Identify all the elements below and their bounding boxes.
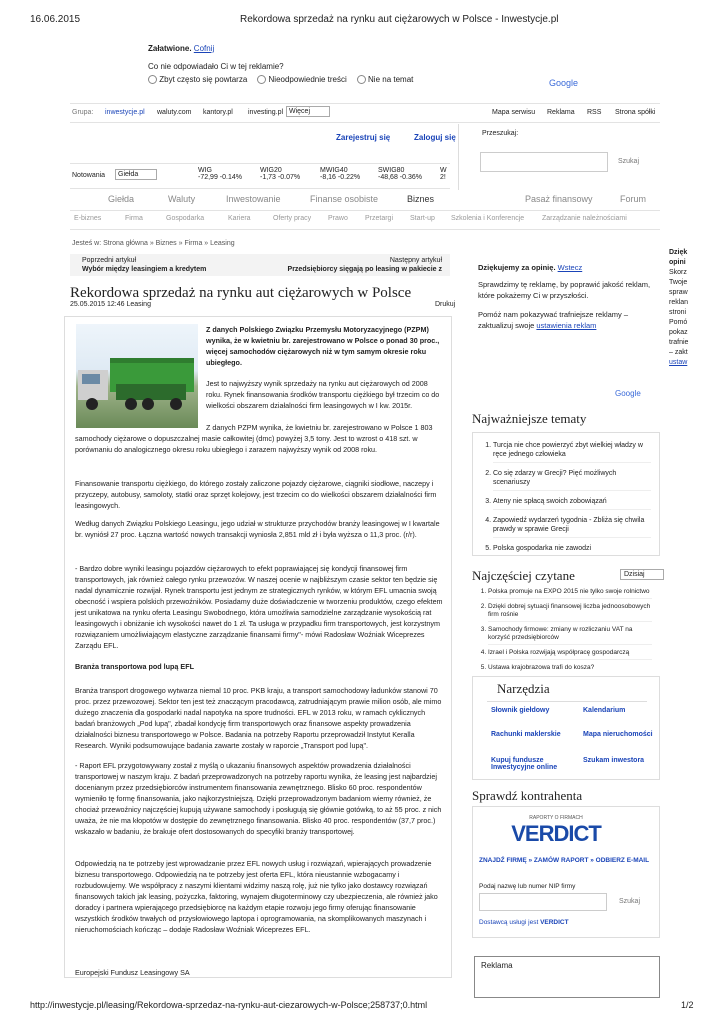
group-site-link[interactable]: kantory.pl [203,109,233,116]
ad-feedback-text: Pomóż nam pokazywać trafniejsze reklamy – zaktualizuj swoje ustawienia reklam [478,310,629,330]
sitemap-link[interactable]: Mapa serwisu [492,109,536,116]
nav-item[interactable]: Giełda [108,194,135,204]
print-title: Rekordowa sprzedaż na rynku aut ciężarowych w Polsce - Inwestycje.pl [240,14,559,25]
subnav-item[interactable]: Firma [125,215,143,222]
nav-item[interactable]: Waluty [168,194,196,204]
subnav-item[interactable]: Start-up [410,215,435,222]
print-date: 16.06.2015 [30,14,81,25]
feedback-undo-link[interactable]: Cofnij [193,44,215,53]
tool-link[interactable]: Rachunki maklerskie [491,731,561,738]
subnav-item[interactable]: Oferty pracy [273,215,312,222]
ad-feedback-text: Sprawdzimy tę reklamę, by poprawić jakość reklam, które pokażemy Ci w przyszłości. [478,280,651,300]
divider [487,701,647,702]
ad-settings-link[interactable]: ustawienia reklam [536,321,597,330]
tool-link[interactable]: Kupuj fundusze Inwestycyjne online [491,757,558,771]
tool-link[interactable]: Szukam inwestora [583,757,645,764]
ad-box-label: Reklama [481,961,513,970]
subnav-item[interactable]: Szkolenia i Konferencje [451,215,525,222]
quotes-select[interactable]: Giełda [115,169,157,180]
sub-nav [70,210,660,230]
article-paragraph: - Raport EFL przygotowywany został z myślą o ukazaniu finansowych aspektów prowadzenia działalności transportowej w naszym kraju. Z badań przeprowadzonych na potrzeby raportu wynika, że leasing jest najbardziej docenianym przez przedsiębiorców instrumentem finansowania zewnętrznego. Blisko 60 proc. respondentów wymieniło tę formę finansowania, jako najkorzystniejszą. Dzięki przeprowadzonym badaniom wiemy również, że chociaż przewoźnicy najczęściej kupują używane samochody i posługują się głównie gotówką, to aż 55 proc. z nich uważa, że nie ma kłopotów w dostępie do zewnętrznego finansowania. Blisko 40 proc. respondentów (37,7 proc.) wskazało w badaniu, że brakuje ofert dostosowanych do specyfiki branży transportowej. [75,761,442,836]
next-article-link[interactable]: Przedsiębiorcy sięgają po leasing w pakiecie z [287,266,442,273]
verdict-input[interactable] [479,893,607,911]
verdict-title: Sprawdź kontrahenta [472,788,583,803]
subnav-item[interactable]: E-biznes [74,215,102,222]
subnav-item[interactable]: Przetargi [365,215,394,222]
group-site-link[interactable]: waluty.com [157,109,192,116]
feedback-question: Co nie odpowiadało Ci w tej reklamie? [148,62,284,71]
search-input[interactable] [480,152,608,172]
group-site-link[interactable]: inwestycje.pl [105,109,145,116]
list-item[interactable]: 2. Dzięki dobrej sytuacji finansowej liczba jednoosobowych firm rośnie [488,603,652,622]
tools-title: Narzędzia [497,681,550,696]
nav-item[interactable]: Inwestowanie [226,194,281,204]
radio-icon[interactable] [357,75,366,84]
feedback-title: Załatwione. [148,44,192,53]
list-item[interactable]: 4. Izrael i Polska rozwijają współpracę gospodarczą [488,649,652,660]
advert-link[interactable]: Reklama [547,109,575,116]
verdict-links[interactable]: ZNAJDŹ FIRMĘ » ZAMÓW RAPORT » ODBIERZ E-MAIL [479,857,650,864]
article-source: Europejski Fundusz Leasingowy SA [75,968,190,977]
feedback-option[interactable]: Zbyt często się powtarza [148,75,247,84]
print-link[interactable]: Drukuj [435,301,456,308]
verdict-input-label: Podaj nazwę lub numer NIP firmy [479,883,576,890]
top-topics-title: Najważniejsze tematy [472,411,587,426]
article-title: Rekordowa sprzedaż na rynku aut ciężarowych w Polsce [70,285,412,301]
google-logo: Google [549,78,579,88]
divider [458,124,459,190]
list-item[interactable]: 1. Polska promuje na EXPO 2015 nie tylko swoje rolnictwo [488,588,652,599]
nav-item-active[interactable]: Biznes [407,194,435,204]
quotes-bar [70,163,450,189]
clipped-ad: Dzięk opini Skorz Twoje spraw reklan stroni Pomó pokaz trafnie – zakt ustaw [669,249,689,366]
feedback-block [148,44,214,53]
group-site-link[interactable]: investing.pl [248,109,284,116]
print-url: http://inwestycje.pl/leasing/Rekordowa-sprzedaz-na-rynku-aut-ciezarowych-w-Polsce;258737;0.html [30,1000,428,1010]
list-item[interactable]: 5. Ustawa krajobrazowa trafi do kosza? [488,664,652,672]
feedback-option[interactable]: Nieodpowiednie treści [257,75,347,84]
quote-item[interactable]: WIG -72,99 -0.14% [198,167,242,181]
subnav-item[interactable]: Kariera [228,215,251,222]
group-more-select[interactable]: Więcej [286,106,330,117]
article-paragraph: Według danych Związku Polskiego Leasingu, jego udział w strukturze przychodów branży leasingowej w I kwartale br. wyniósł 27 proc. Łączna wartość nowych transakcji wyniosła 2,851 mld zł i była wyższa o 11,3 proc. (r/r). [75,519,440,539]
radio-icon[interactable] [148,75,157,84]
print-page: 1/2 [681,1000,694,1010]
feedback-option[interactable]: Nie na temat [357,75,414,84]
subnav-item[interactable]: Prawo [328,215,348,222]
verdict-logo: RAPORTY O FIRMACH VERDICT [511,815,601,846]
subnav-item[interactable]: Gospodarka [166,215,205,222]
search-label: Przeszukaj: [482,130,519,137]
register-link[interactable]: Zarejestruj się [336,133,391,142]
radio-icon[interactable] [257,75,266,84]
quote-item[interactable]: WIG20 -1,73 -0.07% [260,167,301,181]
prev-label: Poprzedni artykuł [82,257,137,264]
ad-thanks: Dziękujemy za opinię. [478,263,556,272]
list-item[interactable]: 2. Co się zdarzy w Grecji? Pięć możliwych scenariuszy [493,469,651,491]
article-paragraph: Finansowanie transportu ciężkiego, do którego zostały zaliczone pojazdy ciężarowe, ciągniki siodłowe, naczepy i przyczepy, autobusy, samoloty, statki oraz sprzęt kolejowy, jest trzecim co do wielkości obszarem działalności firm leasingowych. [75,479,437,510]
next-label: Następny artykuł [389,257,442,264]
article-subheading: Branża transportowa pod lupą EFL [75,662,195,671]
quote-item[interactable]: MWIG40 -8,16 -0.22% [320,167,361,181]
tools-box [472,676,660,780]
nav-item[interactable]: Finanse osobiste [310,194,379,204]
nav-item[interactable]: Pasaż finansowy [525,194,593,204]
most-read-title: Najczęściej czytane [472,568,575,583]
search-button[interactable]: Szukaj [618,158,640,165]
login-link[interactable]: Zaloguj się [414,133,456,142]
tool-link[interactable]: Kalendarium [583,707,626,714]
prev-article-link[interactable]: Wybór między leasingiem a kredytem [82,266,207,273]
article-paragraph: Branża transport drogowego wytwarza niemal 10 proc. PKB kraju, a transport samochodowy ładunków stanowi 70 proc. przez przewozowej. Sektor ten jest też znaczącym pracodawcą, zatrudniającym prawie milion osób, ale mimo dużego znaczenia dla gospodarki nadal napotyka na spore trudności. EFL w 2013 roku, w ramach cyklicznych badań branżowych „Pod lupą", zbadał kondycję firm transportowych oraz finansowe aspekty prowadzenia działalności biznesu transportowego w Polsce. Badania na potrzeby Raportu przeprowadził Instytut Keralla Research. Wyniki podsumowujące badania zawarte zostały w raporcie „Transport pod lupą". [75,686,442,750]
feedback-options [148,75,413,84]
article-image [76,324,198,428]
quote-item[interactable]: W 2! [440,167,447,181]
article-paragraph: Jest to najwyższy wynik sprzedaży na rynku aut ciężarowych od 2008 roku. Rynek finansowania środków transportu ciężkiego był trzecim co do wielkości obszarem działalności firm leasingowych w I kw. 2015r. [206,379,440,410]
company-link[interactable]: Strona spółki [615,109,656,116]
truck-illustration [76,324,198,428]
google-logo: Google [615,389,641,398]
article-paragraph: Odpowiedzią na te potrzeby jest wprowadzanie przez EFL nowych usług i rozwiązań, wpierających prowadzenie biznesu transportowego. Odpowiedzią na te potrzeby jest oferta EFL, która nieustannie wzbogacamy i rozbudowujemy. We współpracy z naszymi klientami widzimy naszą rolę, już nie tylko jako dostawcy rozwiązań finansowych takich jak leasing, pożyczka, faktoring, wynajem długoterminowy czy ubezpieczenia, ale również jako doradcy i partnera wpierającego przedsiębiorcę na każdym etapie rozwoju jego firmy oferując finansowanie wszystkich środków trwałych od przysłowiowego laptopa i oprogramowania, na skomplikowanych maszynach i nieruchomościach kończąc – dodaje Radosław Woźniak Wiceprezes EFL. [75,859,438,934]
group-label: Grupa: [72,109,94,116]
verdict-search-button[interactable]: Szukaj [619,898,641,905]
tool-link[interactable]: Słownik giełdowy [491,707,550,714]
most-read-select[interactable]: Dzisiaj [620,569,664,580]
group-bar [70,103,660,123]
nav-item[interactable]: Forum [620,194,647,204]
list-item[interactable]: 5. Polska gospodarka nie zawodzi [493,544,651,553]
verdict-supplier: Dostawcą usługi jest VERDICT [479,919,569,926]
quotes-label: Notowania [72,172,106,179]
article-paragraph: - Bardzo dobre wyniki leasingu pojazdów ciężarowych to efekt poprawiającej się kondycji finansowej firm transportowych, jak również całego rynku przewozów. W naszej ocenie w najbliższym czasie sektor ten będzie się nadal dynamicznie rozwijał. Rynek transportu jest jednym ze strategicznych rynków, w którym EFL umacnia swoją obecność i wspiera polskich przewoźników. Posiadamy duże doświadczenie w tworzeniu produktów, czego efektem jest unikatowa na rynku oferta Leasingu Swobodnego, która umożliwia samodzielne zarządzanie wysokością rat leasingowych i obniżanie ich wysokości nawet do 1 zł. Ta usługa w przypadku firm transportowych, jest korzystnym rozwiązaniem umożliwiającym elastyczne zarządzanie finansami firmy"- mówi Radosław Woźniak Wiceprezes Zarządu EFL. [75,564,443,650]
article-paragraph: Z danych PZPM wynika, że kwietniu br. zarejestrowano w Polsce 1 803 samochody ciężarowe o dopuszczalnej masie całkowitej (dmc) powyżej 3,5 tony. Jest to wzrost o 418 szt. w porównaniu do analogicznego okresu roku ubiegłego i zarazem najwyższy wynik od 2008 roku. [75,423,433,454]
list-item[interactable]: 3. Samochody firmowe: zmiany w rozliczaniu VAT na korzyść przedsiębiorców [488,626,652,645]
list-item[interactable]: 4. Zapowiedź wydarzeń tygodnia - Zbliża się chwila prawdy w sprawie Grecji [493,516,651,538]
breadcrumb[interactable]: Jesteś w: Strona główna » Biznes » Firma » Leasing [72,240,235,247]
verdict-box [472,806,660,938]
tool-link[interactable]: Mapa nieruchomości [583,731,653,738]
subnav-item[interactable]: Zarządzanie należnościami [542,215,627,222]
ad-back-link[interactable]: Wstecz [557,263,583,272]
prev-next-bar [70,254,450,276]
top-topics-list [472,432,660,556]
ad-box [474,956,660,998]
list-item[interactable]: 3. Ateny nie spłacą swoich zobowiązań [493,497,651,510]
list-item[interactable]: 1. Turcja nie chce powierzyć zbyt wielkiej władzy w ręce jednego człowieka [493,441,651,463]
ad-feedback [478,262,658,331]
quote-item[interactable]: SWIG80 -48,68 -0.36% [378,167,422,181]
article-meta: 25.05.2015 12:46 Leasing [70,301,151,308]
most-read-list [472,588,658,672]
article-lead: Z danych Polskiego Związku Przemysłu Motoryzacyjnego (PZPM) wynika, że w kwietniu br. zarejestrowano w Polsce o ponad 30 proc., więcej samochodów ciężarowych niż w tym samym okresie roku ubiegłego. [206,325,440,367]
rss-link[interactable]: RSS [587,109,602,116]
